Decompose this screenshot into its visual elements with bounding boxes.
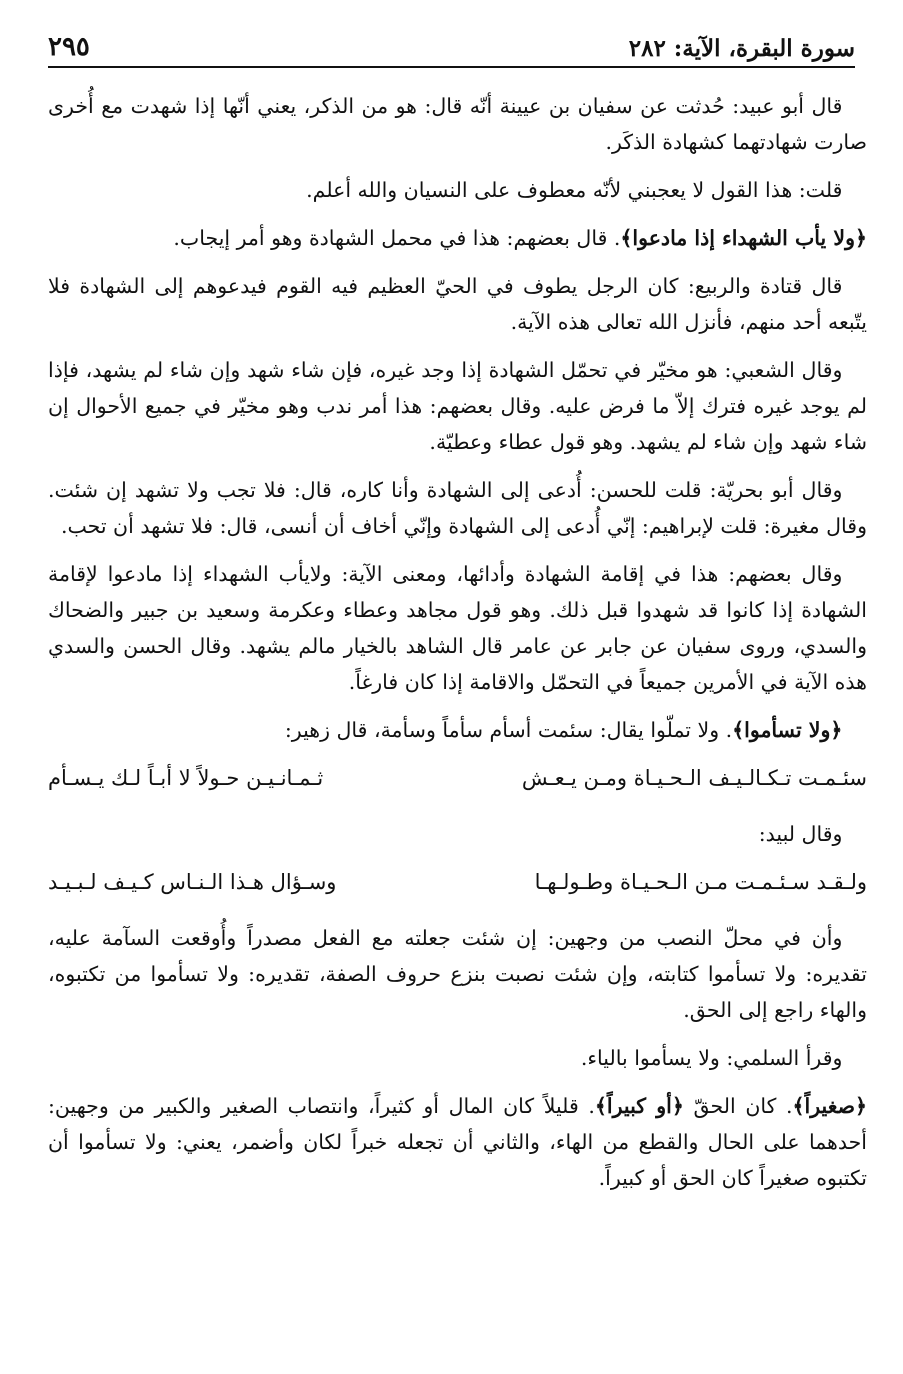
paragraph: وأن في محلّ النصب من وجهين: إن شئت جعلته مع الفعل مصدراً وأُوقعت السآمة عليه، تقديره: ولا تسأموا كتابته، وإن شئت نصبت بنزع حروف الصفة، تقديره: ولا تسأموا من تكتبوه، والهاء راجع إلى الحق. (48, 926, 867, 1022)
paragraph: قال قتادة والربيع: كان الرجل يطوف في الحيّ العظيم فيه القوم فيدعوهم إلى الشهادة فلا يتّبعه أحد منهم، فأنزل الله تعالى هذه الآية. (48, 274, 867, 334)
paragraph (48, 1088, 867, 1196)
paragraph: وقال لبيد: (758, 822, 843, 846)
paragraph: قال أبو عبيد: حُدثت عن سفيان بن عيينة أنّه قال: هو من الذكر، يعني أنّها إذا شهدت مع أُخرى صارت شهادتهما كشهادة الذكَر. (48, 94, 867, 154)
paragraph: قلت: هذا القول لا يعجبني لأنّه معطوف على النسيان والله أعلم. (306, 178, 843, 202)
paragraph-text: . كان الحقّ (683, 1094, 793, 1118)
paragraph-text: . قال بعضهم: هذا في محمل الشهادة وهو أمر إيجاب. (173, 226, 621, 250)
paragraph: وقال أبو بحريّة: قلت للحسن: أُدعى إلى الشهادة وأنا كاره، قال: فلا تجب ولا تشهد إن شئت. وقال مغيرة: قلت لإبراهيم: إنّي أُدعى إلى الشهادة وإنّي أخاف أن أنسى، قال: فلا تشهد أن تحب. (48, 478, 867, 538)
verse-second-hemistich: وسـؤال هـذا الـنـاس كـيـف لـبـيـد (48, 870, 337, 894)
page-number: ٢٩٥ (48, 32, 90, 62)
header-rule (48, 66, 855, 68)
poem-verse (48, 760, 867, 796)
quran-quote: ﴿ولا يأب الشهداء إذا مادعوا﴾ (620, 226, 867, 250)
verse-first-hemistich: ولـقـد سـئـمـت مـن الـحـيـاة وطـولـهـا (534, 870, 867, 894)
paragraph: وقال بعضهم: هذا في إقامة الشهادة وأدائها، ومعنى الآية: ولايأب الشهداء إذا مادعوا لإقامة الشهادة إذا كانوا قد شهدوا قبل ذلك. وهو قول مجاهد وعطاء وعكرمة وسعيد بن جبير والضحاك والسدي، وروى سفيان عن جابر عن عامر قال الشاهد بالخيار مالم يشهد. وقال الحسن والسدي هذه الآية في الأمرين جميعاً في التحمّل والاقامة إذا كان فارغاً. (48, 562, 867, 694)
poem-verse (48, 864, 867, 900)
paragraph: وقرأ السلمي: ولا يسأموا بالياء. (580, 1046, 843, 1070)
verse-first-hemistich: سئـمـت تـكـالـيـف الـحـيـاة ومـن يـعـش (521, 766, 867, 790)
surah-title: سورة البقرة، الآية: ٢٨٢ (628, 35, 855, 62)
quran-quote: ﴿صغيراً﴾ (792, 1094, 868, 1118)
quran-quote: ﴿أو كبيراً﴾ (594, 1094, 684, 1118)
paragraph (48, 712, 867, 748)
paragraph: وقال الشعبي: هو مخيّر في تحمّل الشهادة إذا وجد غيره، فإن شاء شهد وإن شاء لم يشهد، فإذا لم يوجد غيره فترك إلاّ ما فرض عليه. وقال بعضهم: هذا أمر ندب وهو مخيّر في جميع الأحوال إن شاء شهد وإن شاء لم يشهد. وهو قول عطاء وعطيّة. (48, 358, 867, 454)
verse-second-hemistich: ثـمـانـيـن حـولاً لا أبـاً لـك يـسـأم (48, 766, 324, 790)
page-body (48, 88, 867, 1208)
quran-quote: ﴿ولا تسأموا﴾ (732, 718, 843, 742)
paragraph (48, 220, 867, 256)
paragraph-text: . قليلاً كان المال أو كثيراً، وانتصاب الصغير والكبير من وجهين: أحدهما على الحال والقطع من الهاء، والثاني أن تجعله خبراً لكان وأضمر، يعني: ولا تسأموا أن تكتبوه صغيراً كان الحق أو كبيراً. (48, 1094, 867, 1190)
page-header (48, 28, 855, 62)
paragraph-text: . ولا تملّوا يقال: سئمت أسأم سأماً وسأمة، قال زهير: (284, 718, 733, 742)
